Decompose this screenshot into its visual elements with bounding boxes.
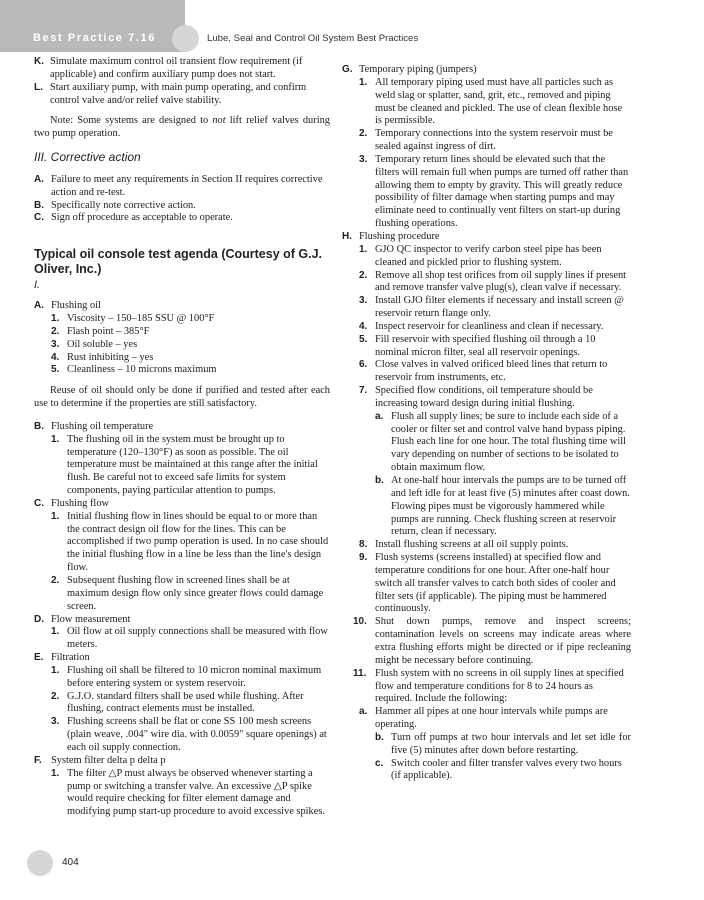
list-text: Flash point – 385°F bbox=[67, 325, 150, 337]
list-item bbox=[342, 475, 631, 539]
list-marker: 1. bbox=[51, 767, 60, 779]
note-paragraph: Note: Some systems are designed to not lift relief valves during two pump operation. bbox=[34, 115, 330, 140]
list-item bbox=[34, 652, 330, 665]
list-item bbox=[342, 616, 631, 667]
list-item bbox=[34, 364, 330, 377]
list-item bbox=[342, 154, 631, 231]
list-marker: 1. bbox=[51, 626, 60, 638]
list-item bbox=[34, 614, 330, 627]
list-item bbox=[34, 352, 330, 365]
list-marker: B. bbox=[34, 199, 44, 211]
list-item bbox=[34, 768, 330, 819]
list-text: At one-half hour intervals the pumps are to be turned off and left idle for at least five (5) minutes after coast down. Flowing pipes must be vigorously hammered while pumps are running. Check flushing screen at reservoir return, clean if necessary. bbox=[391, 475, 630, 538]
header-band bbox=[0, 0, 185, 52]
list-text: Flushing flow bbox=[51, 497, 110, 509]
list-item bbox=[342, 732, 631, 758]
list-item bbox=[342, 244, 631, 270]
list-item bbox=[342, 321, 631, 334]
list-text: Filtration bbox=[51, 652, 90, 664]
list-marker: 2. bbox=[51, 325, 60, 337]
list-item bbox=[34, 626, 330, 652]
list-item bbox=[342, 231, 631, 244]
list-text: Flushing oil shall be filtered to 10 micron nominal maximum before entering system or system reservoir. bbox=[67, 664, 322, 689]
list-marker: 2. bbox=[359, 269, 368, 281]
list-marker: 4. bbox=[359, 320, 368, 332]
list-marker: 8. bbox=[359, 539, 368, 551]
list-marker: 2. bbox=[51, 575, 60, 586]
list-text: Flushing screens shall be flat or cone SS 100 mesh screens (plain weave, .004" wire dia. with 0.0059" square openings) at each oil supply connection. bbox=[67, 716, 327, 753]
list-text: Flushing oil temperature bbox=[51, 420, 154, 432]
list-marker: 2. bbox=[51, 690, 60, 702]
list-text: Switch cooler and filter transfer valves every two hours (if applicable). bbox=[391, 757, 622, 782]
roman-numeral: I. bbox=[34, 279, 41, 292]
list-marker: B. bbox=[34, 420, 44, 432]
list-marker: G. bbox=[342, 64, 353, 75]
list-item bbox=[342, 539, 631, 552]
list-marker: A. bbox=[34, 173, 44, 185]
list-marker: 3. bbox=[359, 153, 368, 165]
list-text: GJO QC inspector to verify carbon steel pipe has been cleaned and pickled prior to flushing system. bbox=[375, 243, 602, 268]
list-marker: A. bbox=[34, 300, 44, 312]
header-label: Best Practice 7.16 bbox=[33, 32, 156, 44]
list-item bbox=[34, 716, 330, 755]
list-marker: 1. bbox=[359, 243, 368, 255]
list-marker: a. bbox=[359, 706, 368, 718]
list-marker: 9. bbox=[359, 552, 368, 564]
list-item bbox=[34, 82, 330, 108]
list-text: G.J.O. standard filters shall be used while flushing. After flushing, contract elements must be installed. bbox=[67, 690, 304, 715]
list-item bbox=[342, 706, 631, 732]
list-text: Viscosity – 150–185 SSU @ 100°F bbox=[67, 312, 215, 324]
list-marker: C. bbox=[34, 212, 44, 224]
list-text: Rust inhibiting – yes bbox=[67, 351, 154, 363]
list-marker: 7. bbox=[359, 385, 368, 397]
list-item bbox=[34, 691, 330, 717]
list-item bbox=[34, 300, 330, 313]
list-text: Temporary piping (jumpers) bbox=[359, 64, 477, 75]
list-item bbox=[34, 212, 330, 225]
list-text: Oil flow at oil supply connections shall be measured with flow meters. bbox=[67, 626, 328, 651]
list-item bbox=[34, 326, 330, 339]
list-text: Simulate maximum control oil transient flow requirement (if applicable) and confirm auxiliary pump does not start. bbox=[50, 56, 303, 80]
list-marker: 4. bbox=[51, 351, 60, 363]
list-text: Start auxiliary pump, with main pump operating, and confirm control valve and/or relief valve stability. bbox=[50, 81, 307, 106]
list-text: Shut down pumps, remove and inspect screens; contamination levels on screens may indicate areas where extra flushing efforts might be directed or if pipe recleaning might be necessary before continuing. bbox=[375, 616, 631, 666]
list-item bbox=[34, 200, 330, 213]
list-text: System filter delta p delta p bbox=[51, 754, 166, 766]
list-item bbox=[342, 668, 631, 707]
list-text: Sign off procedure as acceptable to operate. bbox=[51, 212, 233, 224]
list-text: Specifically note corrective action. bbox=[51, 199, 196, 211]
list-text: Temporary connections into the system reservoir must be sealed against ingress of dirt. bbox=[375, 128, 613, 153]
list-marker: D. bbox=[34, 613, 44, 625]
header-circle-decoration bbox=[172, 25, 199, 52]
list-text: Flush systems (screens installed) at specified flow and temperature conditions for one hour. After one-half hour switch all transfer valves to catch both sides of cooler and filter sets (if applicable). The piping must be hammered continuously. bbox=[375, 552, 616, 615]
list-marker: 1. bbox=[359, 76, 368, 88]
list-text: Flush system with no screens in oil supply lines at specified flow and temperature conditions for 8 to 24 hours as required. Include the following: bbox=[375, 667, 624, 705]
list-item bbox=[34, 665, 330, 691]
list-text: Cleanliness – 10 microns maximum bbox=[67, 364, 217, 376]
list-item bbox=[342, 359, 631, 385]
reuse-paragraph: Reuse of oil should only be done if purified and tested after each use to determine if the properties are still satisfactory. bbox=[34, 385, 330, 410]
list-item bbox=[342, 295, 631, 321]
footer-circle-decoration bbox=[27, 850, 53, 876]
list-marker: 3. bbox=[51, 338, 60, 350]
agenda-heading: Typical oil console test agenda (Courtesy of G.J. Oliver, Inc.) bbox=[34, 247, 323, 277]
list-item bbox=[342, 334, 631, 360]
list-text: Inspect reservoir for cleanliness and clean if necessary. bbox=[375, 320, 604, 332]
list-marker: 11. bbox=[353, 667, 367, 679]
list-item bbox=[34, 755, 330, 768]
list-text: Failure to meet any requirements in Section II requires corrective action and re-test. bbox=[51, 173, 323, 198]
list-text: Temporary return lines should be elevated such that the filters will remain full when pumps are turned off rather than allowing them to empty by gravity. This will greatly reduce possibility of filter damage when starting pumps and may eliminate need to continually vent filters on start-up during flushing operations. bbox=[375, 153, 629, 230]
list-text: Install GJO filter elements if necessary and install screen @ reservoir return flange only. bbox=[375, 295, 624, 320]
list-marker: 1. bbox=[51, 664, 60, 676]
list-text: Remove all shop test orifices from oil supply lines if present and remove transfer valve plug(s), clean valve if necessary. bbox=[375, 269, 627, 294]
list-text: Initial flushing flow in lines should be equal to or more than the contract design oil flow for the lines. This can be accomplished if two pump operation is used. In no case should the initial flushing flow in a line be less than the line's design flow. bbox=[67, 510, 329, 574]
list-text: Flushing oil bbox=[51, 300, 101, 312]
list-item bbox=[34, 339, 330, 352]
list-marker: c. bbox=[375, 757, 384, 769]
list-marker: F. bbox=[34, 754, 42, 766]
list-item bbox=[342, 128, 631, 154]
right-column bbox=[342, 64, 631, 783]
list-marker: E. bbox=[34, 652, 44, 664]
list-marker: 5. bbox=[359, 333, 368, 345]
list-item bbox=[34, 498, 330, 511]
list-text: Subsequent flushing flow in screened lines shall be at maximum design flow only since greater flows could damage screen. bbox=[67, 575, 324, 612]
list-text: Install flushing screens at all oil supply points. bbox=[375, 539, 569, 551]
list-item bbox=[34, 421, 330, 434]
left-column bbox=[34, 56, 330, 819]
list-item bbox=[34, 56, 330, 82]
list-item bbox=[342, 411, 631, 475]
list-marker: 10. bbox=[353, 616, 367, 628]
header-title: Lube, Seal and Control Oil System Best Practices bbox=[207, 33, 419, 44]
list-marker: a. bbox=[375, 410, 384, 422]
list-item bbox=[34, 313, 330, 326]
list-marker: 1. bbox=[51, 510, 60, 522]
list-marker: 1. bbox=[51, 312, 60, 324]
list-item bbox=[342, 77, 631, 128]
list-item bbox=[34, 511, 330, 575]
list-text: Flushing procedure bbox=[359, 230, 440, 242]
list-item bbox=[342, 552, 631, 616]
list-marker: 1. bbox=[51, 433, 60, 445]
page-number: 404 bbox=[62, 857, 79, 868]
list-marker: 3. bbox=[359, 295, 368, 307]
list-item bbox=[342, 385, 631, 411]
list-text: Hammer all pipes at one hour intervals while pumps are operating. bbox=[375, 706, 608, 731]
list-text: Close valves in valved orificed bleed lines that return to reservoir from instruments, etc. bbox=[375, 359, 608, 384]
list-item bbox=[342, 270, 631, 296]
list-marker: C. bbox=[34, 497, 44, 509]
list-item bbox=[34, 174, 330, 200]
list-marker: 6. bbox=[359, 359, 368, 371]
list-text: Fill reservoir with specified flushing oil through a 10 nominal micron filter, seal all reservoir openings. bbox=[375, 333, 596, 358]
list-marker: K. bbox=[34, 56, 44, 67]
list-item bbox=[34, 575, 330, 614]
list-text: All temporary piping used must have all particles such as weld slag or splatter, sand, grit, etc., removed and piping must be cleaned and pickled. The use of clean flexible hose is permissible. bbox=[375, 76, 623, 127]
list-item bbox=[342, 758, 631, 784]
note-emphasis: not bbox=[212, 115, 226, 127]
list-text: The filter △P must always be observed whenever starting a pump or switching a transfer valve. An excessive △P spike would require checking for filter element damage and modifying pump start-up procedure to avoid excessive spikes. bbox=[67, 767, 325, 818]
list-marker: b. bbox=[375, 731, 384, 743]
list-marker: b. bbox=[375, 475, 384, 486]
list-marker: L. bbox=[34, 81, 43, 93]
section-heading: III. Corrective action bbox=[34, 150, 141, 165]
list-item bbox=[34, 434, 330, 498]
list-marker: 5. bbox=[51, 364, 60, 376]
list-marker: 3. bbox=[51, 716, 60, 728]
list-marker: 2. bbox=[359, 128, 368, 140]
list-item bbox=[342, 64, 631, 77]
list-text: Oil soluble – yes bbox=[67, 338, 138, 350]
list-text: Flow measurement bbox=[51, 613, 131, 625]
list-text: The flushing oil in the system must be brought up to temperature (120–130°F) as soon as possible. The oil temperature must be maintained at this range after the initial flush. Be careful not to exceed safe limits for system components, paying particular attention to pumps. bbox=[67, 433, 318, 497]
list-text: Turn off pumps at two hour intervals and let set idle for five (5) minutes after down before restarting. bbox=[391, 731, 631, 756]
list-text: Specified flow conditions, oil temperature should be increasing toward design during initial flushing. bbox=[375, 385, 593, 409]
list-text: Flush all supply lines; be sure to include each side of a cooler or filter set and control valve hand bypass piping. Flush each line for one hour. The total flushing time will vary depending on number of sections to be isolated to obtain maximum flow. bbox=[391, 410, 627, 474]
list-marker: H. bbox=[342, 230, 352, 242]
